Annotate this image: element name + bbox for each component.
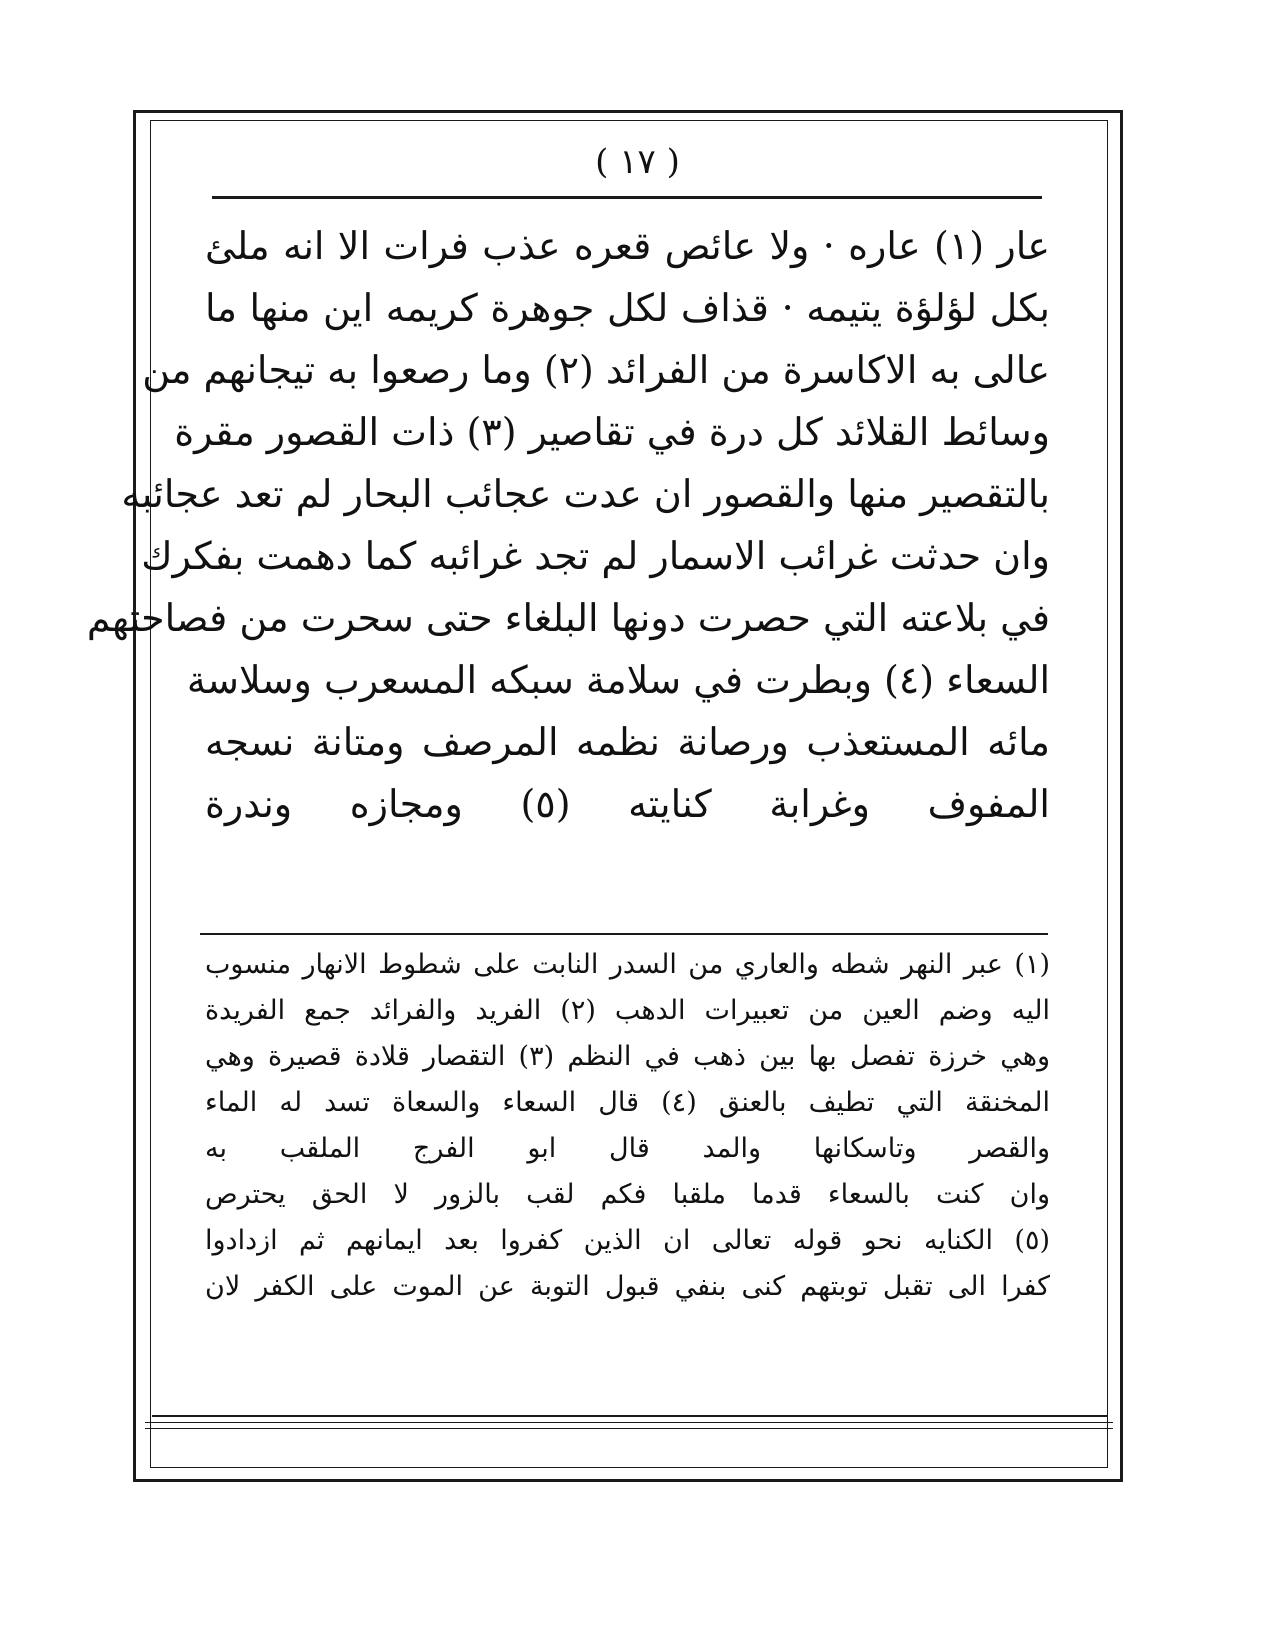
header-rule bbox=[212, 196, 1042, 199]
footnote-line: والقصر وتاسكانها والمد قال ابو الفرج الملقب به bbox=[205, 1133, 1050, 1164]
text-line: عار (١) عاره · ولا عائص قعره عذب فرات الا انه ملئ bbox=[205, 224, 1051, 268]
footnote-line: (٥) الكنايه نحو قوله تعالى ان الذين كفروا بعد ايمانهم ثم ازدادوا bbox=[205, 1225, 1050, 1256]
footnote-line: المخنقة التي تطيف بالعنق (٤) قال السعاء والسعاة تسد له الماء bbox=[205, 1087, 1050, 1118]
footnote-separator bbox=[200, 933, 1048, 935]
text-line: بكل لؤلؤة يتيمه · قذاف لكل جوهرة كريمه اين منها ما bbox=[205, 286, 1050, 330]
text-line: السعاء (٤) وبطرت في سلامة سبكه المسعرب وسلاسة bbox=[186, 658, 1050, 702]
text-line: المفوف وغرابة كنايته (٥) ومجازه وندرة bbox=[205, 782, 1050, 826]
footnote-line: وهي خرزة تفصل بها بين ذهب في النظم (٣) التقصار قلادة قصيرة وهي bbox=[205, 1041, 1050, 1072]
footer-rule bbox=[152, 1415, 1107, 1417]
footnotes-block bbox=[205, 942, 1050, 1310]
text-line: وان حدثت غرائب الاسمار لم تجد غرائبه كما دهمت بفكرك bbox=[141, 534, 1050, 578]
main-text-block bbox=[86, 215, 1051, 835]
footnote-line: كفرا الى تقبل توبتهم كنى بنفي قبول التوبة عن الموت على الكفر لان bbox=[205, 1271, 1050, 1302]
text-line: في بلاعته التي حصرت دونها البلغاء حتى سحرت من فصاحتهم bbox=[86, 596, 1050, 640]
text-line: بالتقصير منها والقصور ان عدت عجائب البحار لم تعد عجائبه bbox=[121, 472, 1050, 516]
footnote-line: (١) عبر النهر شطه والعاري من السدر النابت على شطوط الانهار منسوب bbox=[205, 949, 1050, 980]
footnote-line: وان كنت بالسعاء قدما ملقبا فكم لقب بالزور لا الحق يحترص bbox=[205, 1179, 1050, 1210]
footer-rule bbox=[145, 1422, 1113, 1423]
footer-rule bbox=[145, 1428, 1113, 1429]
text-line: وسائط القلائد كل درة في تقاصير (٣) ذات القصور مقرة bbox=[174, 410, 1050, 454]
page-number: ( ١٧ ) bbox=[595, 142, 680, 182]
footnote-line: اليه وضم العين من تعبيرات الدهب (٢) الفريد والفرائد جمع الفريدة bbox=[205, 995, 1050, 1026]
text-line: مائه المستعذب ورصانة نظمه المرصف ومتانة نسجه bbox=[205, 720, 1050, 764]
text-line: عالى به الاكاسرة من الفرائد (٢) وما رصعوا به تيجانهم من bbox=[142, 348, 1050, 392]
